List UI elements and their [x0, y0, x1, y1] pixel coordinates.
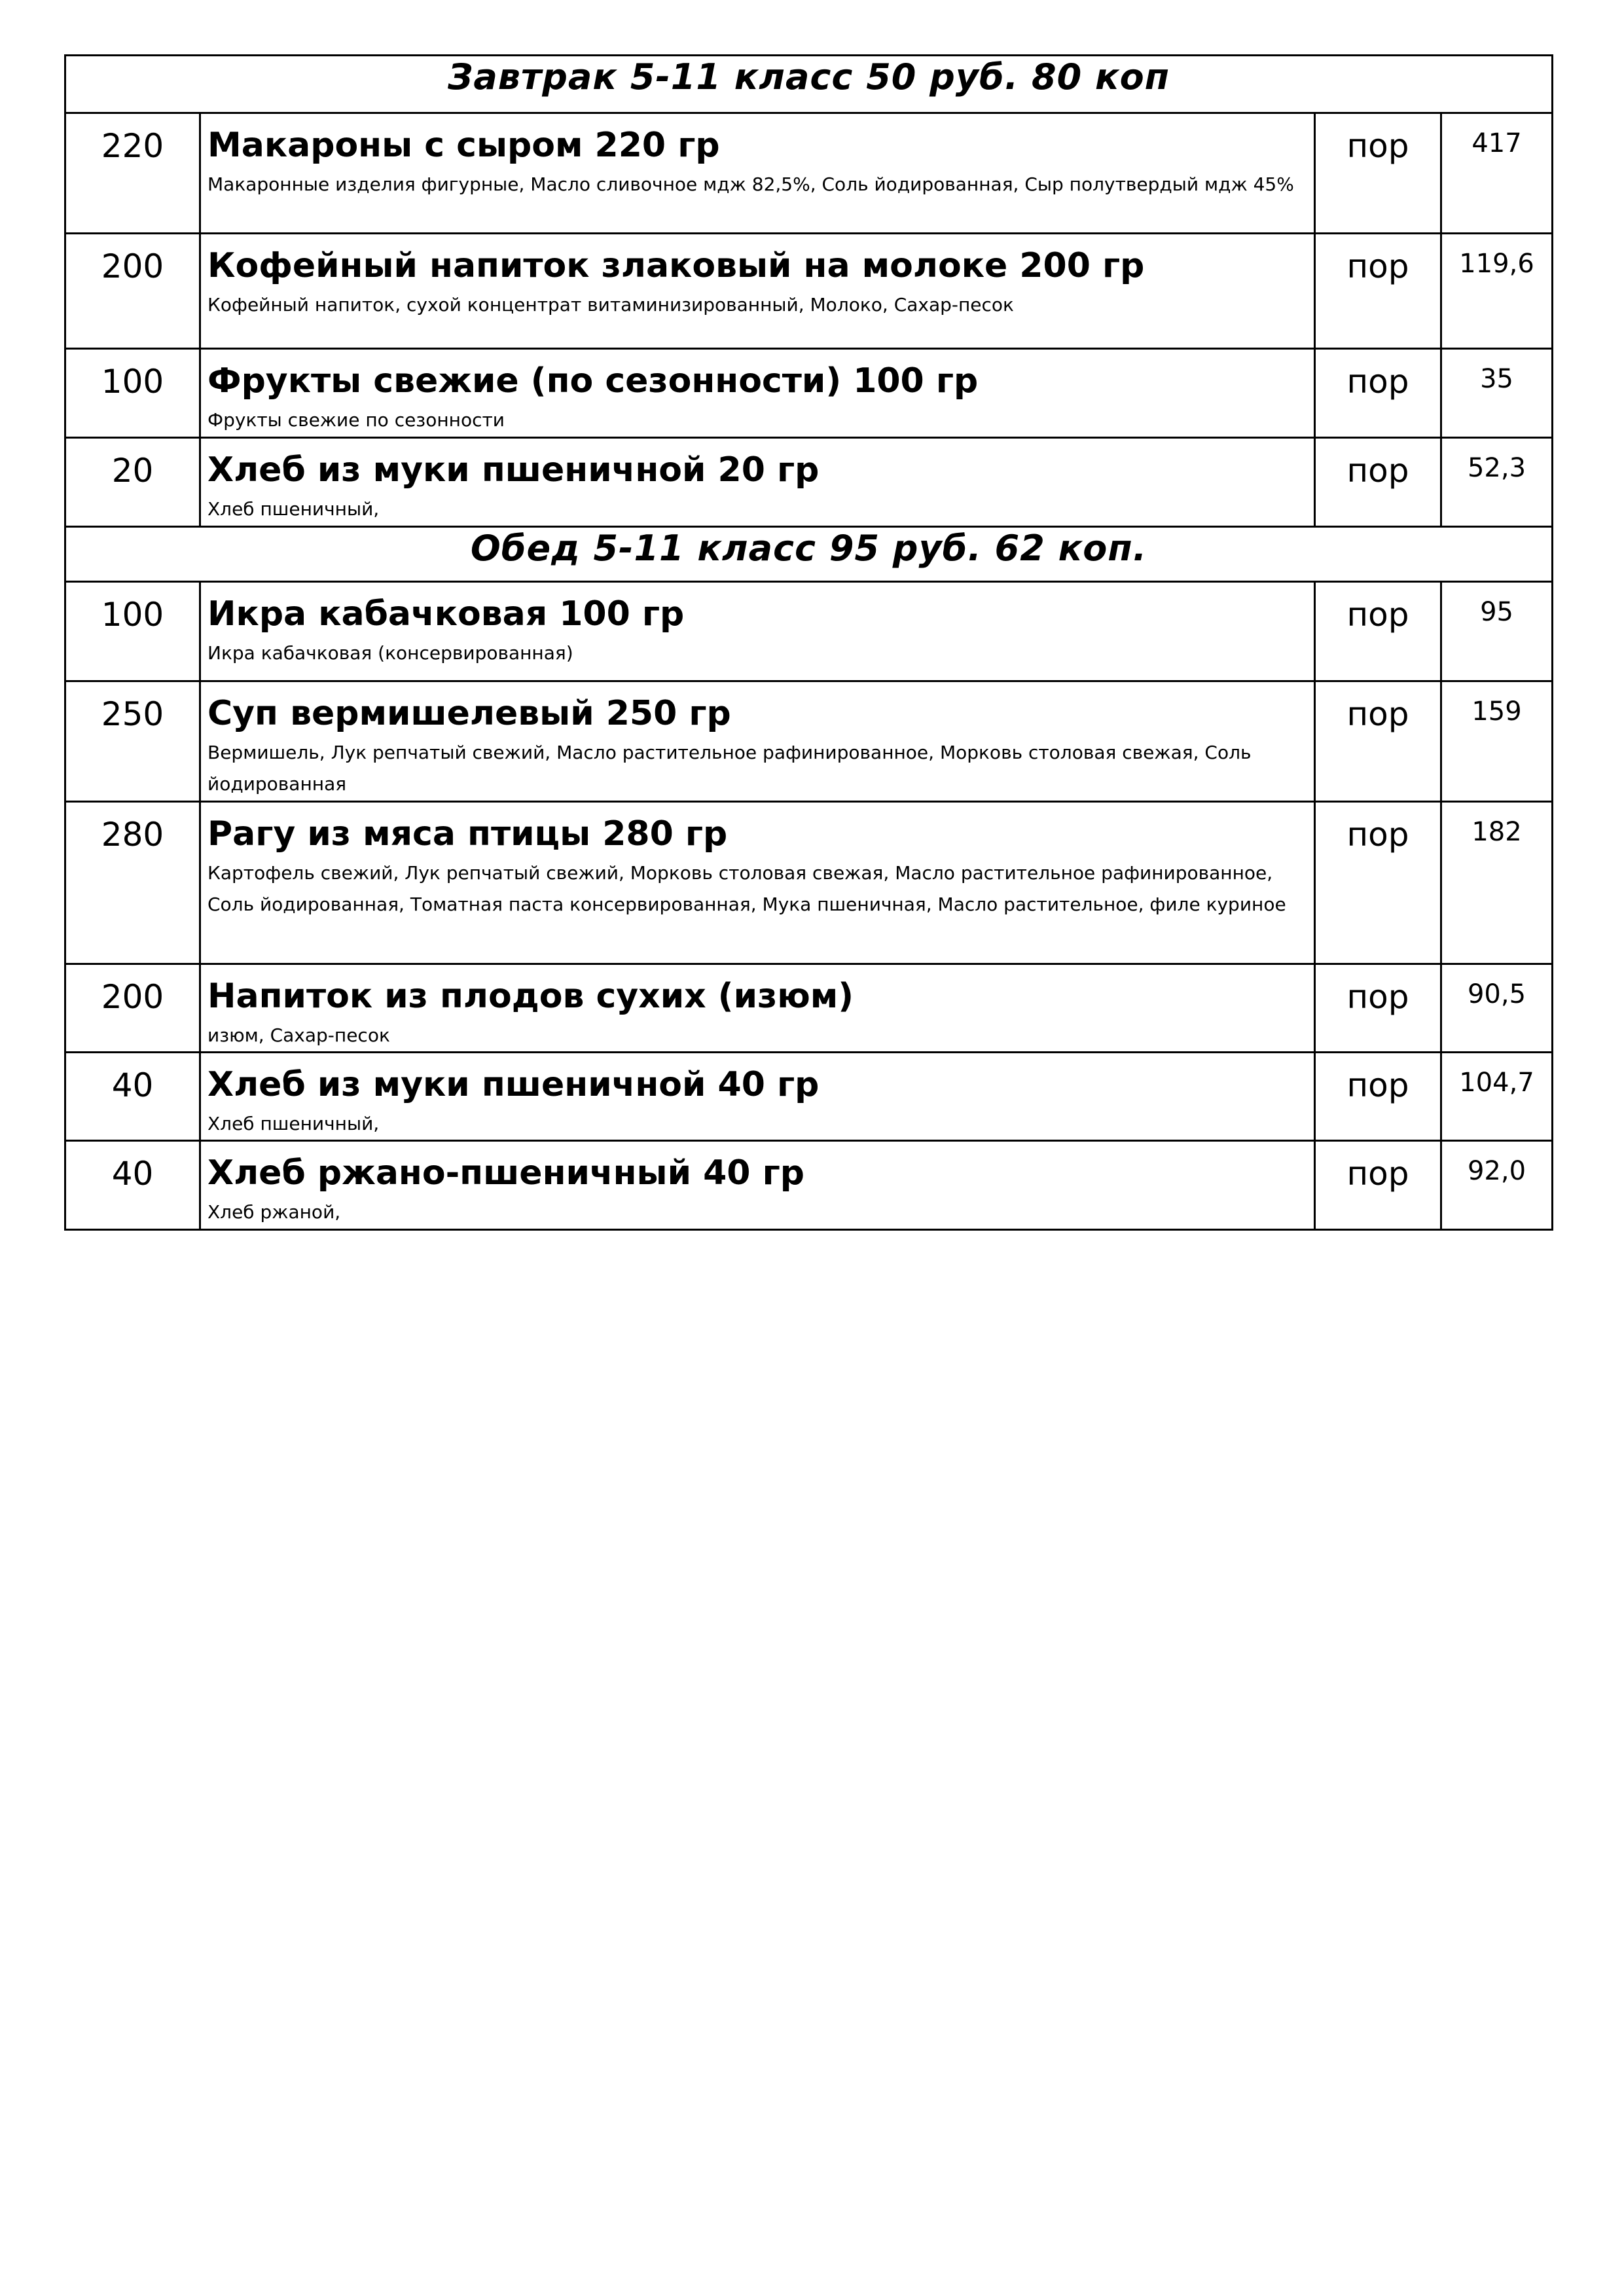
section-title: Завтрак 5-11 класс 50 руб. 80 коп — [65, 56, 1553, 113]
item-unit: пор — [1315, 802, 1441, 964]
item-cell — [200, 234, 1315, 349]
item-composition: изюм, Сахар-песок — [208, 1024, 390, 1046]
item-name: Напиток из плодов сухих (изюм) — [208, 977, 854, 1016]
item-unit: пор — [1315, 964, 1441, 1053]
item-name: Рагу из мяса птицы 280 гр — [208, 814, 728, 854]
item-price: 417 — [1441, 113, 1553, 234]
item-name: Кофейный напиток злаковый на молоке 200 гр — [208, 246, 1145, 285]
item-weight: 250 — [65, 681, 200, 802]
item-cell — [200, 681, 1315, 802]
table-row — [65, 1141, 1553, 1230]
item-price: 159 — [1441, 681, 1553, 802]
item-price: 92,0 — [1441, 1141, 1553, 1230]
item-name: Суп вермишелевый 250 гр — [208, 694, 731, 733]
item-cell — [200, 1053, 1315, 1141]
item-composition: Картофель свежий, Лук репчатый свежий, Морковь столовая свежая, Масло растительное рафинированное, Соль йодированная, Томатная паста консервированная, Мука пшеничная, Масло растительное, филе куриное — [208, 862, 1286, 915]
item-composition: Хлеб ржаной, — [208, 1201, 341, 1223]
item-name: Хлеб ржано-пшеничный 40 гр — [208, 1153, 804, 1193]
table-row — [65, 964, 1553, 1053]
item-name: Хлеб из муки пшеничной 40 гр — [208, 1065, 820, 1104]
menu-table — [64, 54, 1553, 1231]
table-row — [65, 349, 1553, 438]
item-unit: пор — [1315, 582, 1441, 681]
item-composition: Фрукты свежие по сезонности — [208, 409, 505, 431]
item-composition: Икра кабачковая (консервированная) — [208, 642, 573, 664]
item-weight: 280 — [65, 802, 200, 964]
item-price: 104,7 — [1441, 1053, 1553, 1141]
section-title: Обед 5-11 класс 95 руб. 62 коп. — [65, 527, 1553, 582]
item-name: Макароны с сыром 220 гр — [208, 126, 720, 165]
table-row — [65, 438, 1553, 527]
item-cell — [200, 349, 1315, 438]
item-cell — [200, 1141, 1315, 1230]
table-row — [65, 582, 1553, 681]
item-composition: Кофейный напиток, сухой концентрат витаминизированный, Молоко, Сахар-песок — [208, 294, 1014, 316]
item-unit: пор — [1315, 681, 1441, 802]
item-price: 90,5 — [1441, 964, 1553, 1053]
item-unit: пор — [1315, 1053, 1441, 1141]
item-weight: 100 — [65, 349, 200, 438]
item-weight: 100 — [65, 582, 200, 681]
item-composition: Хлеб пшеничный, — [208, 498, 380, 520]
item-weight: 20 — [65, 438, 200, 527]
item-name: Фрукты свежие (по сезонности) 100 гр — [208, 361, 979, 401]
table-row — [65, 681, 1553, 802]
item-price: 119,6 — [1441, 234, 1553, 349]
breakfast-section-header — [65, 56, 1553, 113]
item-price: 95 — [1441, 582, 1553, 681]
item-name: Икра кабачковая 100 гр — [208, 594, 685, 634]
table-row — [65, 802, 1553, 964]
item-composition: Вермишель, Лук репчатый свежий, Масло растительное рафинированное, Морковь столовая свежая, Соль йодированная — [208, 742, 1252, 795]
table-row — [65, 234, 1553, 349]
item-weight: 200 — [65, 234, 200, 349]
item-price: 52,3 — [1441, 438, 1553, 527]
item-unit: пор — [1315, 349, 1441, 438]
item-weight: 40 — [65, 1141, 200, 1230]
item-name: Хлеб из муки пшеничной 20 гр — [208, 450, 820, 490]
item-unit: пор — [1315, 113, 1441, 234]
item-cell — [200, 802, 1315, 964]
item-unit: пор — [1315, 234, 1441, 349]
item-cell — [200, 582, 1315, 681]
table-row — [65, 113, 1553, 234]
item-unit: пор — [1315, 438, 1441, 527]
item-cell — [200, 964, 1315, 1053]
item-weight: 200 — [65, 964, 200, 1053]
item-weight: 220 — [65, 113, 200, 234]
item-composition: Хлеб пшеничный, — [208, 1113, 380, 1134]
item-price: 35 — [1441, 349, 1553, 438]
lunch-section-header — [65, 527, 1553, 582]
item-unit: пор — [1315, 1141, 1441, 1230]
item-composition: Макаронные изделия фигурные, Масло сливочное мдж 82,5%, Соль йодированная, Сыр полутвердый мдж 45% — [208, 173, 1294, 195]
item-price: 182 — [1441, 802, 1553, 964]
item-cell — [200, 113, 1315, 234]
item-cell — [200, 438, 1315, 527]
item-weight: 40 — [65, 1053, 200, 1141]
table-row — [65, 1053, 1553, 1141]
